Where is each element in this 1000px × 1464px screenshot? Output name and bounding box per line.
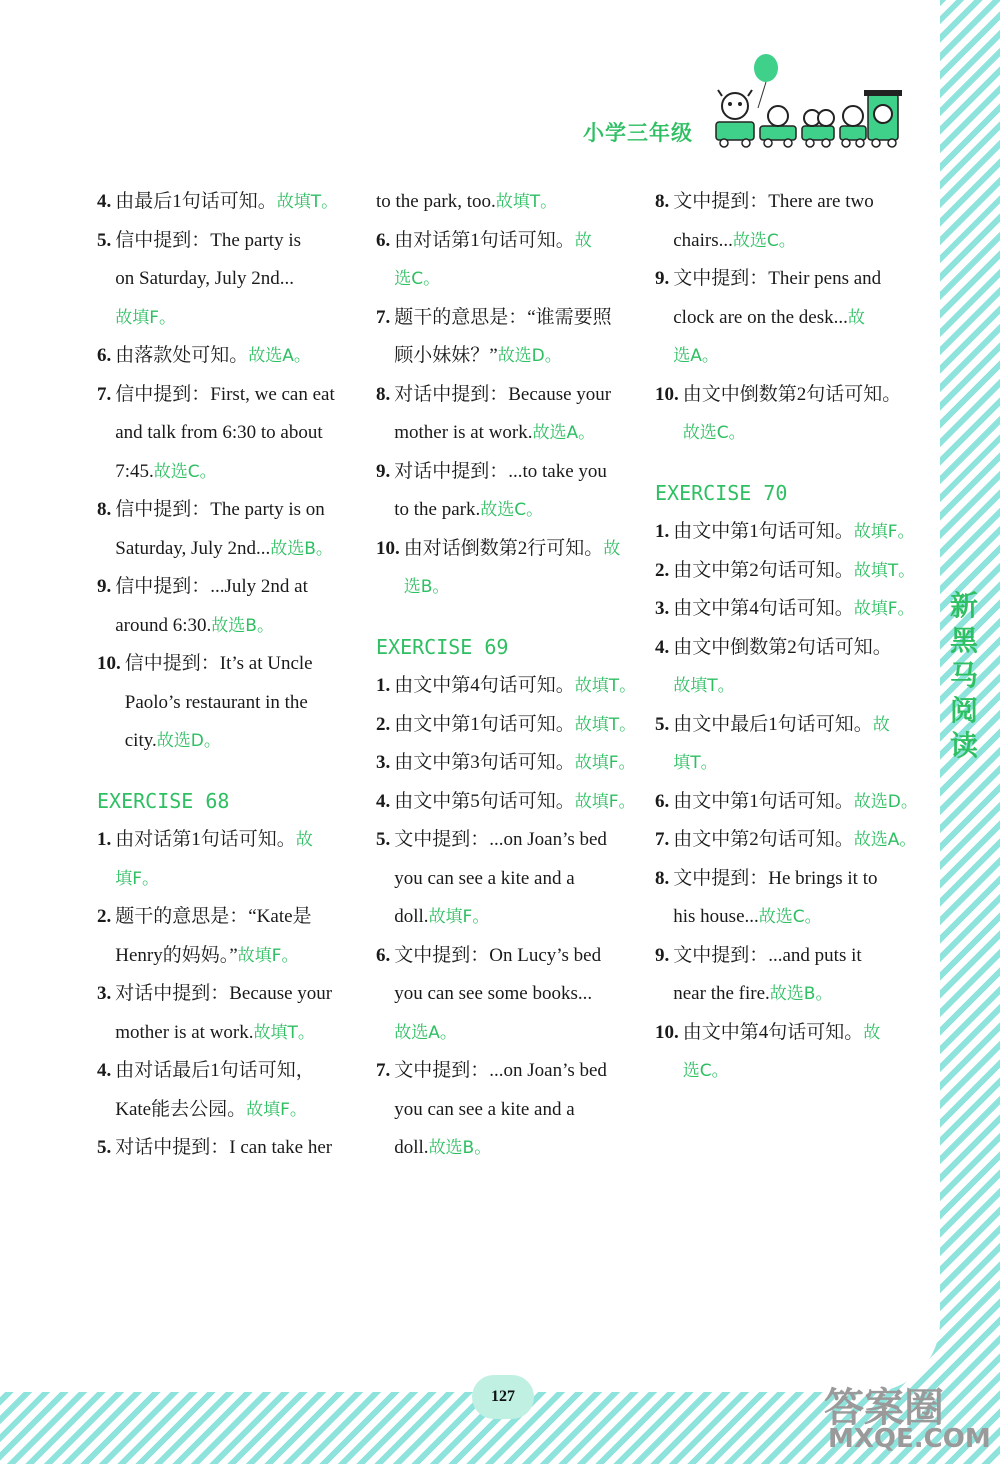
answer-key: 故填T。: [853, 560, 916, 581]
answer-item: [655, 860, 905, 937]
answer-item: [376, 783, 638, 822]
answer-line: [394, 337, 611, 376]
answer-line: [673, 860, 877, 899]
answer-text: 由文中倒数第2句话可知。: [673, 636, 892, 658]
answer-item: [97, 898, 362, 975]
item-number: 2.: [376, 713, 391, 735]
answer-key: 故填F。: [853, 522, 915, 542]
item-number: 8.: [376, 383, 391, 405]
answer-text: 信中提到：First, we can eat: [115, 383, 335, 405]
answer-text: Saturday, July 2nd...: [115, 537, 271, 559]
item-number: 3.: [376, 752, 391, 773]
answer-text: 信中提到：The party is on: [115, 499, 325, 520]
answer-key: 故: [295, 830, 313, 850]
answer-item: [97, 222, 362, 338]
answer-line: [394, 1091, 607, 1130]
answer-line: [115, 222, 301, 261]
answer-text: doll.: [394, 906, 429, 927]
answer-text: mother is at work.: [115, 1021, 254, 1043]
answer-line: [115, 260, 301, 299]
answer-key: 故选C。: [480, 500, 544, 520]
answer-item: [655, 1014, 905, 1091]
answer-line: [673, 667, 892, 706]
answer-line: [673, 937, 861, 976]
answer-line: [115, 414, 335, 453]
item-number: 7.: [97, 383, 112, 405]
answer-item: [97, 1129, 362, 1168]
answer-text: Paolo’s restaurant in the: [124, 691, 308, 713]
item-number: 1.: [97, 829, 112, 850]
grade-label: 小学三年级: [583, 121, 693, 145]
item-number: 5.: [376, 829, 391, 850]
answer-text: 信中提到：It’s at Uncle: [124, 653, 313, 674]
answer-key: 故: [872, 714, 890, 735]
answer-column-1: [97, 183, 362, 1168]
answer-line: [673, 552, 915, 591]
side-title-char: 马: [949, 659, 978, 692]
answer-key: 故选D。: [853, 791, 918, 812]
answer-line: [404, 530, 621, 569]
answer-text: mother is at work.: [394, 422, 533, 443]
exercise-heading: EXERCISE 69: [376, 634, 509, 659]
answer-item: [655, 821, 917, 860]
answer-text: 由文中第1句话可知。: [673, 521, 854, 542]
answer-text: 文中提到：...and puts it: [673, 944, 862, 966]
answer-item: [655, 590, 915, 629]
answer-line: [394, 783, 635, 822]
answer-item: [376, 453, 638, 530]
answer-text: chairs...: [673, 229, 733, 251]
answer-item: [376, 1052, 638, 1168]
answer-line: [125, 722, 313, 761]
side-title-char: 读: [949, 729, 978, 762]
answer-line: [115, 1091, 315, 1130]
answer-item: [97, 183, 362, 222]
item-number: 5.: [655, 713, 670, 735]
answer-text: 由对话倒数第2行可知。: [403, 537, 604, 559]
answer-key: 故填T。: [276, 192, 339, 212]
answer-key: 故选B。: [270, 538, 333, 559]
answer-line: [673, 783, 918, 822]
answer-line: [394, 744, 635, 783]
answer-key: 故选C。: [153, 461, 217, 482]
answer-key: 选A。: [673, 346, 719, 366]
item-number: 6.: [376, 944, 391, 966]
answer-key: 故选A。: [532, 423, 596, 443]
answer-line: [673, 629, 892, 668]
item-number: 4.: [376, 790, 391, 812]
answer-item: [376, 667, 638, 706]
answer-line: [115, 376, 335, 415]
answer-text: 由文中第4句话可知。: [673, 598, 854, 619]
answer-line: [673, 706, 890, 745]
answer-line: [115, 898, 311, 937]
answer-item: [376, 376, 638, 453]
answer-key: 故选C。: [758, 907, 822, 927]
answer-text: 文中提到：He brings it to: [673, 867, 878, 889]
answer-line: [115, 491, 333, 530]
answer-text: 7:45.: [115, 460, 154, 482]
answer-text: 由文中第4句话可知。: [394, 675, 575, 696]
item-number: 3.: [655, 598, 670, 619]
answer-key: 故: [603, 538, 621, 559]
answer-line: [115, 299, 301, 338]
answer-text: 由对话第1句话可知。: [394, 229, 575, 251]
answer-key: 故选B。: [769, 984, 833, 1004]
item-number: 5.: [97, 229, 112, 251]
answer-line: [673, 975, 861, 1014]
answer-key: 故填T。: [495, 192, 558, 212]
item-number: 5.: [97, 1137, 112, 1158]
answer-item: [655, 513, 915, 552]
answer-line: [394, 414, 611, 453]
answer-text: you can see a kite and a: [394, 867, 575, 889]
answer-line: [673, 337, 881, 376]
answer-text: 对话中提到：...to take you: [394, 460, 607, 482]
answer-text: 对话中提到：Because your: [115, 983, 333, 1004]
answer-line: [394, 222, 592, 261]
answer-line: [115, 607, 308, 646]
answer-line: [125, 645, 313, 684]
item-number: 7.: [655, 829, 670, 850]
exercise-heading: EXERCISE 70: [655, 480, 788, 505]
answer-item: [376, 183, 638, 222]
answer-text: 对话中提到：Because your: [394, 383, 612, 405]
answer-key: 故选A。: [853, 830, 917, 850]
book-title-vertical: [944, 588, 984, 763]
train-cartoon-icon: [708, 50, 908, 150]
answer-line: [394, 706, 636, 745]
answer-line: [394, 453, 607, 492]
answer-key: 故填F。: [428, 907, 490, 927]
item-number: 10.: [655, 1021, 679, 1043]
answer-column-3: [655, 183, 918, 1091]
answer-text: you can see a kite and a: [394, 1098, 575, 1120]
watermark-logo: [824, 1376, 994, 1461]
answer-item: [655, 260, 905, 376]
answer-key: 故填F。: [246, 1099, 307, 1120]
answer-line: [115, 937, 311, 976]
answer-key: 故选D。: [497, 346, 562, 366]
answer-key: 故选B。: [211, 615, 274, 636]
answer-text: his house...: [673, 906, 759, 927]
answer-item: [376, 744, 638, 783]
answer-item: [376, 530, 638, 607]
answer-text: doll.: [394, 1137, 429, 1158]
answer-line: [394, 821, 607, 860]
answer-text: 由文中第4句话可知。: [682, 1021, 864, 1043]
answer-key: 故填T。: [574, 676, 637, 696]
answer-line: [394, 667, 636, 706]
answer-line: [125, 684, 313, 723]
answer-text: Kate能去公园。: [115, 1098, 247, 1120]
answer-line: [683, 414, 902, 453]
answer-key: 故填F。: [853, 599, 915, 619]
answer-item: [655, 552, 916, 591]
answer-item: [97, 645, 362, 761]
answer-item: [376, 222, 638, 299]
side-title-char: 黑: [949, 624, 978, 657]
answer-text: 由文中第1句话可知。: [394, 713, 575, 735]
answer-line: [673, 513, 914, 552]
item-number: 2.: [97, 906, 112, 927]
answer-key: 故选A。: [248, 346, 311, 366]
answer-line: [394, 860, 607, 899]
answer-line: [394, 1052, 607, 1091]
item-number: 7.: [376, 306, 391, 328]
answer-text: near the fire.: [673, 983, 770, 1004]
answer-text: 由文中第2句话可知。: [673, 829, 854, 850]
answer-item: [97, 975, 362, 1052]
item-number: 7.: [376, 1060, 391, 1081]
answer-line: [115, 568, 308, 607]
answer-line: [115, 975, 332, 1014]
answer-text: 文中提到：Their pens and: [673, 268, 882, 289]
answer-item: [97, 376, 362, 492]
answer-line: [115, 860, 313, 899]
answer-key: 故: [574, 230, 592, 251]
item-number: 10.: [655, 383, 679, 405]
answer-item: [376, 821, 638, 937]
answer-text: 由最后1句话可知。: [115, 191, 277, 212]
answer-text: to the park, too.: [376, 191, 496, 212]
answer-text: city.: [124, 730, 157, 751]
item-number: 6.: [655, 790, 670, 812]
item-number: 4.: [97, 191, 112, 212]
answer-line: [376, 183, 557, 222]
item-number: 6.: [376, 229, 391, 251]
answer-line: [394, 898, 607, 937]
answer-line: [673, 744, 890, 783]
answer-item: [97, 821, 362, 898]
item-number: 2.: [655, 559, 670, 581]
answer-line: [394, 491, 607, 530]
answer-text: 由文中第2句话可知。: [673, 559, 854, 581]
answer-line: [394, 1129, 607, 1168]
answer-line: [404, 568, 621, 607]
answer-text: 信中提到：...July 2nd at: [115, 576, 308, 597]
answer-key: 选C。: [682, 1061, 729, 1081]
answer-text: 由文中第3句话可知。: [394, 752, 575, 773]
answer-key: 故选C。: [682, 423, 746, 443]
answer-item: [97, 337, 362, 376]
item-number: 10.: [376, 537, 400, 559]
answer-text: on Saturday, July 2nd...: [115, 268, 294, 289]
item-number: 3.: [97, 983, 112, 1004]
answer-text: and talk from 6:30 to about: [115, 422, 323, 443]
answer-text: 由对话第1句话可知。: [115, 829, 296, 850]
answer-column-2: [376, 183, 638, 1168]
answer-item: [376, 706, 638, 745]
answer-item: [376, 937, 638, 1053]
item-number: 4.: [655, 636, 670, 658]
answer-key: 填T。: [673, 753, 718, 773]
answer-text: 题干的意思是：“Kate是: [115, 906, 312, 927]
item-number: 1.: [376, 675, 391, 696]
answer-line: [673, 260, 881, 299]
answer-key: 故填F。: [574, 791, 636, 812]
answer-line: [394, 376, 611, 415]
answer-item: [655, 376, 905, 453]
answer-text: to the park.: [394, 499, 481, 520]
side-title-char: 新: [949, 589, 978, 622]
answer-key: 故填T。: [673, 676, 735, 696]
answer-key: 故填F。: [237, 945, 299, 966]
answer-line: [115, 337, 311, 376]
exercise-heading: EXERCISE 68: [97, 788, 230, 813]
answer-line: [394, 975, 601, 1014]
answer-text: 顾小妹妹？”: [394, 345, 498, 366]
answer-key: 故选C。: [732, 230, 796, 251]
answer-line: [673, 299, 881, 338]
answer-line: [394, 1014, 601, 1053]
item-number: 9.: [97, 576, 112, 597]
page-header: [0, 0, 1000, 160]
answer-key: 故选B。: [428, 1138, 492, 1158]
answer-key: 故: [847, 307, 865, 328]
answer-line: [115, 821, 313, 860]
answer-line: [673, 590, 914, 629]
answer-key: 故填F。: [115, 307, 177, 328]
answer-line: [394, 260, 592, 299]
answer-line: [683, 1052, 881, 1091]
item-number: 6.: [97, 345, 112, 366]
answer-item: [97, 568, 362, 645]
answer-text: 文中提到：On Lucy’s bed: [394, 944, 602, 966]
answer-key: 故填T。: [253, 1022, 315, 1043]
answer-line: [115, 1129, 332, 1168]
answer-text: 由对话最后1句话可知，: [115, 1060, 315, 1081]
answer-text: 由文中第1句话可知。: [673, 790, 854, 812]
answer-text: around 6:30.: [115, 614, 212, 636]
answer-key: 填F。: [115, 868, 160, 889]
item-number: 9.: [655, 944, 670, 966]
answer-line: [115, 530, 333, 569]
item-number: 8.: [97, 499, 112, 520]
page-number: 127: [472, 1375, 534, 1419]
answer-line: [683, 1014, 881, 1053]
answer-item: [655, 783, 918, 822]
item-number: 9.: [655, 268, 670, 289]
answer-text: 文中提到：...on Joan’s bed: [394, 1060, 607, 1081]
answer-text: 由文中最后1句话可知。: [673, 713, 873, 735]
item-number: 8.: [655, 867, 670, 889]
answer-text: you can see some books...: [394, 983, 593, 1004]
answer-text: clock are on the desk...: [673, 306, 848, 328]
answer-key: 故: [863, 1022, 881, 1043]
answer-line: [115, 1052, 315, 1091]
answer-item: [655, 629, 905, 706]
answer-text: 文中提到：There are two: [673, 191, 874, 212]
answer-line: [394, 299, 611, 338]
answer-key: 选C。: [394, 269, 441, 289]
answer-line: [673, 821, 916, 860]
item-number: 8.: [655, 191, 670, 212]
answer-text: 文中提到：...on Joan’s bed: [394, 829, 607, 850]
answer-text: 由文中第5句话可知。: [394, 790, 575, 812]
item-number: 1.: [655, 521, 670, 542]
answer-line: [673, 898, 877, 937]
watermark-text: 答案圈: [824, 1385, 944, 1431]
item-number: 4.: [97, 1060, 112, 1081]
watermark-url: MXQE.COM: [828, 1424, 991, 1454]
answer-line: [115, 453, 335, 492]
answer-line: [115, 1014, 332, 1053]
answer-key: 故填F。: [574, 753, 636, 773]
answer-text: 由文中倒数第2句话可知。: [682, 383, 902, 405]
item-number: 9.: [376, 460, 391, 482]
side-title-char: 阅: [949, 694, 978, 727]
answer-line: [673, 222, 874, 261]
answer-text: 题干的意思是：“谁需要照: [394, 306, 612, 328]
answer-item: [655, 706, 905, 783]
answer-item: [655, 937, 905, 1014]
answer-item: [97, 491, 362, 568]
answer-line: [673, 183, 874, 222]
answer-text: 信中提到：The party is: [115, 229, 302, 251]
answer-line: [683, 376, 902, 415]
answer-text: 对话中提到：I can take her: [115, 1137, 333, 1158]
answer-text: Henry的妈妈。”: [115, 944, 238, 966]
item-number: 10.: [97, 653, 121, 674]
answer-key: 选B。: [403, 577, 450, 597]
answer-key: 故选A。: [394, 1022, 457, 1043]
answer-text: 由落款处可知。: [115, 345, 249, 366]
answer-key: 故选D。: [156, 731, 221, 751]
answer-item: [655, 183, 905, 260]
answer-line: [394, 937, 601, 976]
answer-item: [97, 1052, 362, 1129]
answer-line: [115, 183, 338, 222]
answer-key: 故填T。: [574, 714, 637, 735]
answer-item: [376, 299, 638, 376]
